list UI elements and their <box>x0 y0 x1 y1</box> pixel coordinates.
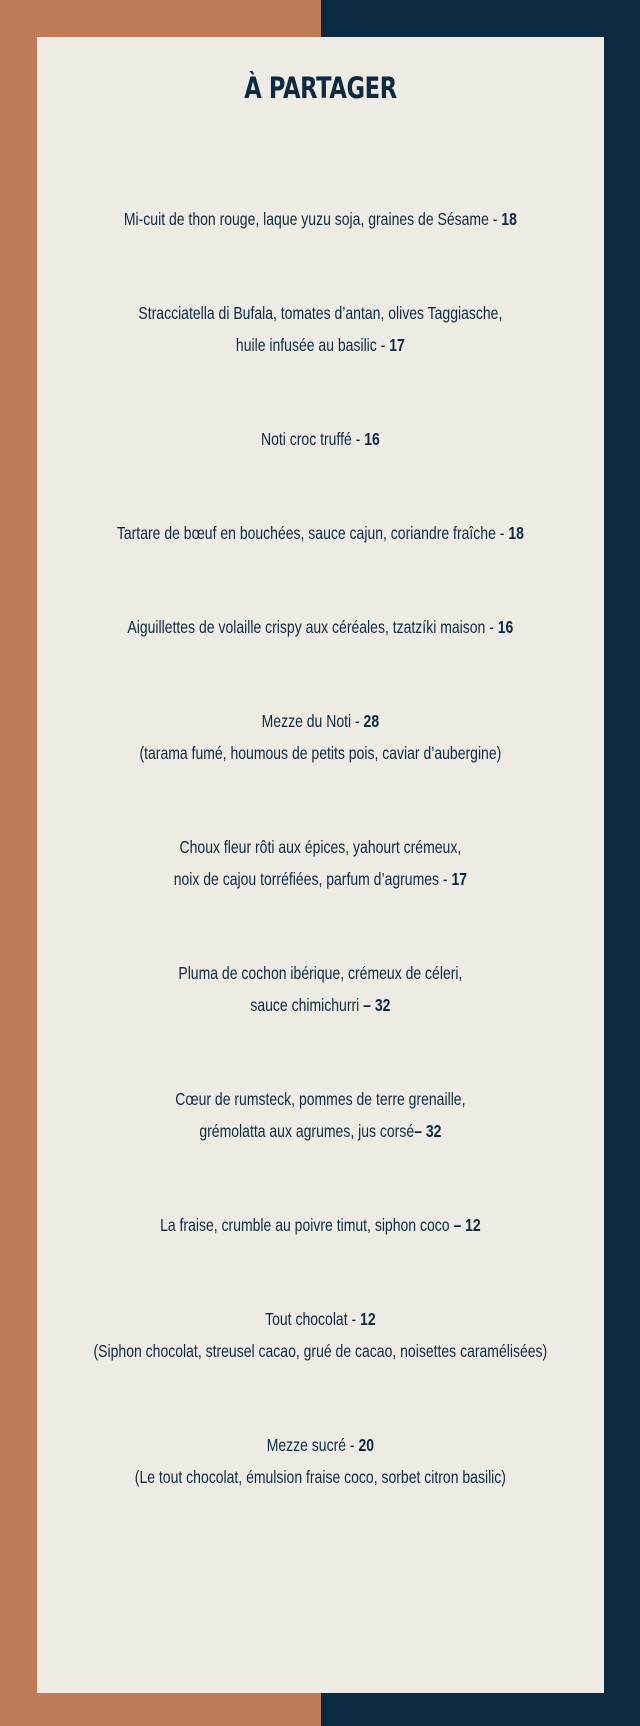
menu-item <box>37 517 604 549</box>
menu-item-line <box>37 611 604 643</box>
menu-item-line <box>37 329 604 361</box>
menu-items-list <box>37 203 604 1493</box>
menu-item-price: 18 <box>501 208 517 229</box>
menu-item <box>37 957 604 1021</box>
menu-item-line <box>37 831 604 863</box>
menu-item <box>37 297 604 361</box>
menu-item <box>37 1429 604 1493</box>
menu-item <box>37 1083 604 1147</box>
menu-item-line <box>37 1115 604 1147</box>
menu-item <box>37 203 604 235</box>
menu-item-line <box>37 1209 604 1241</box>
menu-item <box>37 705 604 769</box>
menu-item <box>37 1303 604 1367</box>
menu-item-line <box>37 203 604 235</box>
menu-item-text: Tartare de bœuf en bouchées, sauce cajun, coriandre fraîche - <box>116 522 509 543</box>
menu-item-line <box>37 957 604 989</box>
menu-item-text: (tarama fumé, houmous de petits pois, caviar d’aubergine) <box>139 742 502 763</box>
menu-item-text: noix de cajou torréfiées, parfum d’agrumes - <box>173 868 452 889</box>
menu-item-price: 18 <box>508 522 525 543</box>
menu-item-text: Choux fleur rôti aux épices, yahourt crémeux, <box>179 836 462 857</box>
menu-item-line <box>37 1303 604 1335</box>
menu-item-price: 20 <box>358 1434 375 1455</box>
menu-item-text: Tout chocolat - <box>265 1308 361 1329</box>
menu-item-price: 16 <box>364 428 380 449</box>
menu-item-text: Pluma de cochon ibérique, crémeux de céleri, <box>178 962 463 983</box>
menu-item-line <box>37 1461 604 1493</box>
menu-item-text: Aiguillettes de volaille crispy aux céréales, tzatzíki maison - <box>127 616 498 637</box>
menu-item-price: 12 <box>360 1308 376 1329</box>
menu-item-line <box>37 1429 604 1461</box>
menu-item-line <box>37 297 604 329</box>
menu-item-text: grémolatta aux agrumes, jus corsé <box>199 1120 415 1141</box>
menu-item-line <box>37 705 604 737</box>
menu-item <box>37 831 604 895</box>
menu-item-line <box>37 737 604 769</box>
menu-item-price: – 32 <box>363 994 391 1015</box>
menu-item-text: Cœur de rumsteck, pommes de terre grenaille, <box>175 1088 466 1109</box>
menu-item-text: Mezze du Noti - <box>261 710 364 731</box>
menu-item-price: – 12 <box>453 1214 481 1235</box>
menu-item-price: – 32 <box>414 1120 442 1141</box>
menu-item-line <box>37 863 604 895</box>
menu-item-line <box>37 517 604 549</box>
menu-item <box>37 611 604 643</box>
menu-item-text: (Siphon chocolat, streusel cacao, grué de cacao, noisettes caramélisées) <box>93 1340 548 1361</box>
menu-item-line <box>37 989 604 1021</box>
menu-item-price: 16 <box>497 616 514 637</box>
menu-item-price: 28 <box>363 710 380 731</box>
menu-item-text: sauce chimichurri <box>250 994 364 1015</box>
menu-item-text: La fraise, crumble au poivre timut, siphon coco <box>160 1214 454 1235</box>
menu-item-text: Stracciatella di Bufala, tomates d’antan, olives Taggiasche, <box>138 302 503 323</box>
menu-item-line <box>37 1335 604 1367</box>
menu-title: À PARTAGER <box>244 71 397 105</box>
menu-item <box>37 423 604 455</box>
menu-card <box>37 37 604 1693</box>
menu-item-line <box>37 423 604 455</box>
menu-item-price: 17 <box>451 868 468 889</box>
menu-item-text: Noti croc truffé - <box>261 428 365 449</box>
menu-item-price: 17 <box>389 334 405 355</box>
menu-item-text: (Le tout chocolat, émulsion fraise coco, sorbet citron basilic) <box>134 1466 507 1487</box>
menu-item-text: Mezze sucré - <box>266 1434 359 1455</box>
menu-item-text: huile infusée au basilic - <box>236 334 390 355</box>
menu-item <box>37 1209 604 1241</box>
menu-item-line <box>37 1083 604 1115</box>
menu-item-text: Mi-cuit de thon rouge, laque yuzu soja, graines de Sésame - <box>123 208 502 229</box>
